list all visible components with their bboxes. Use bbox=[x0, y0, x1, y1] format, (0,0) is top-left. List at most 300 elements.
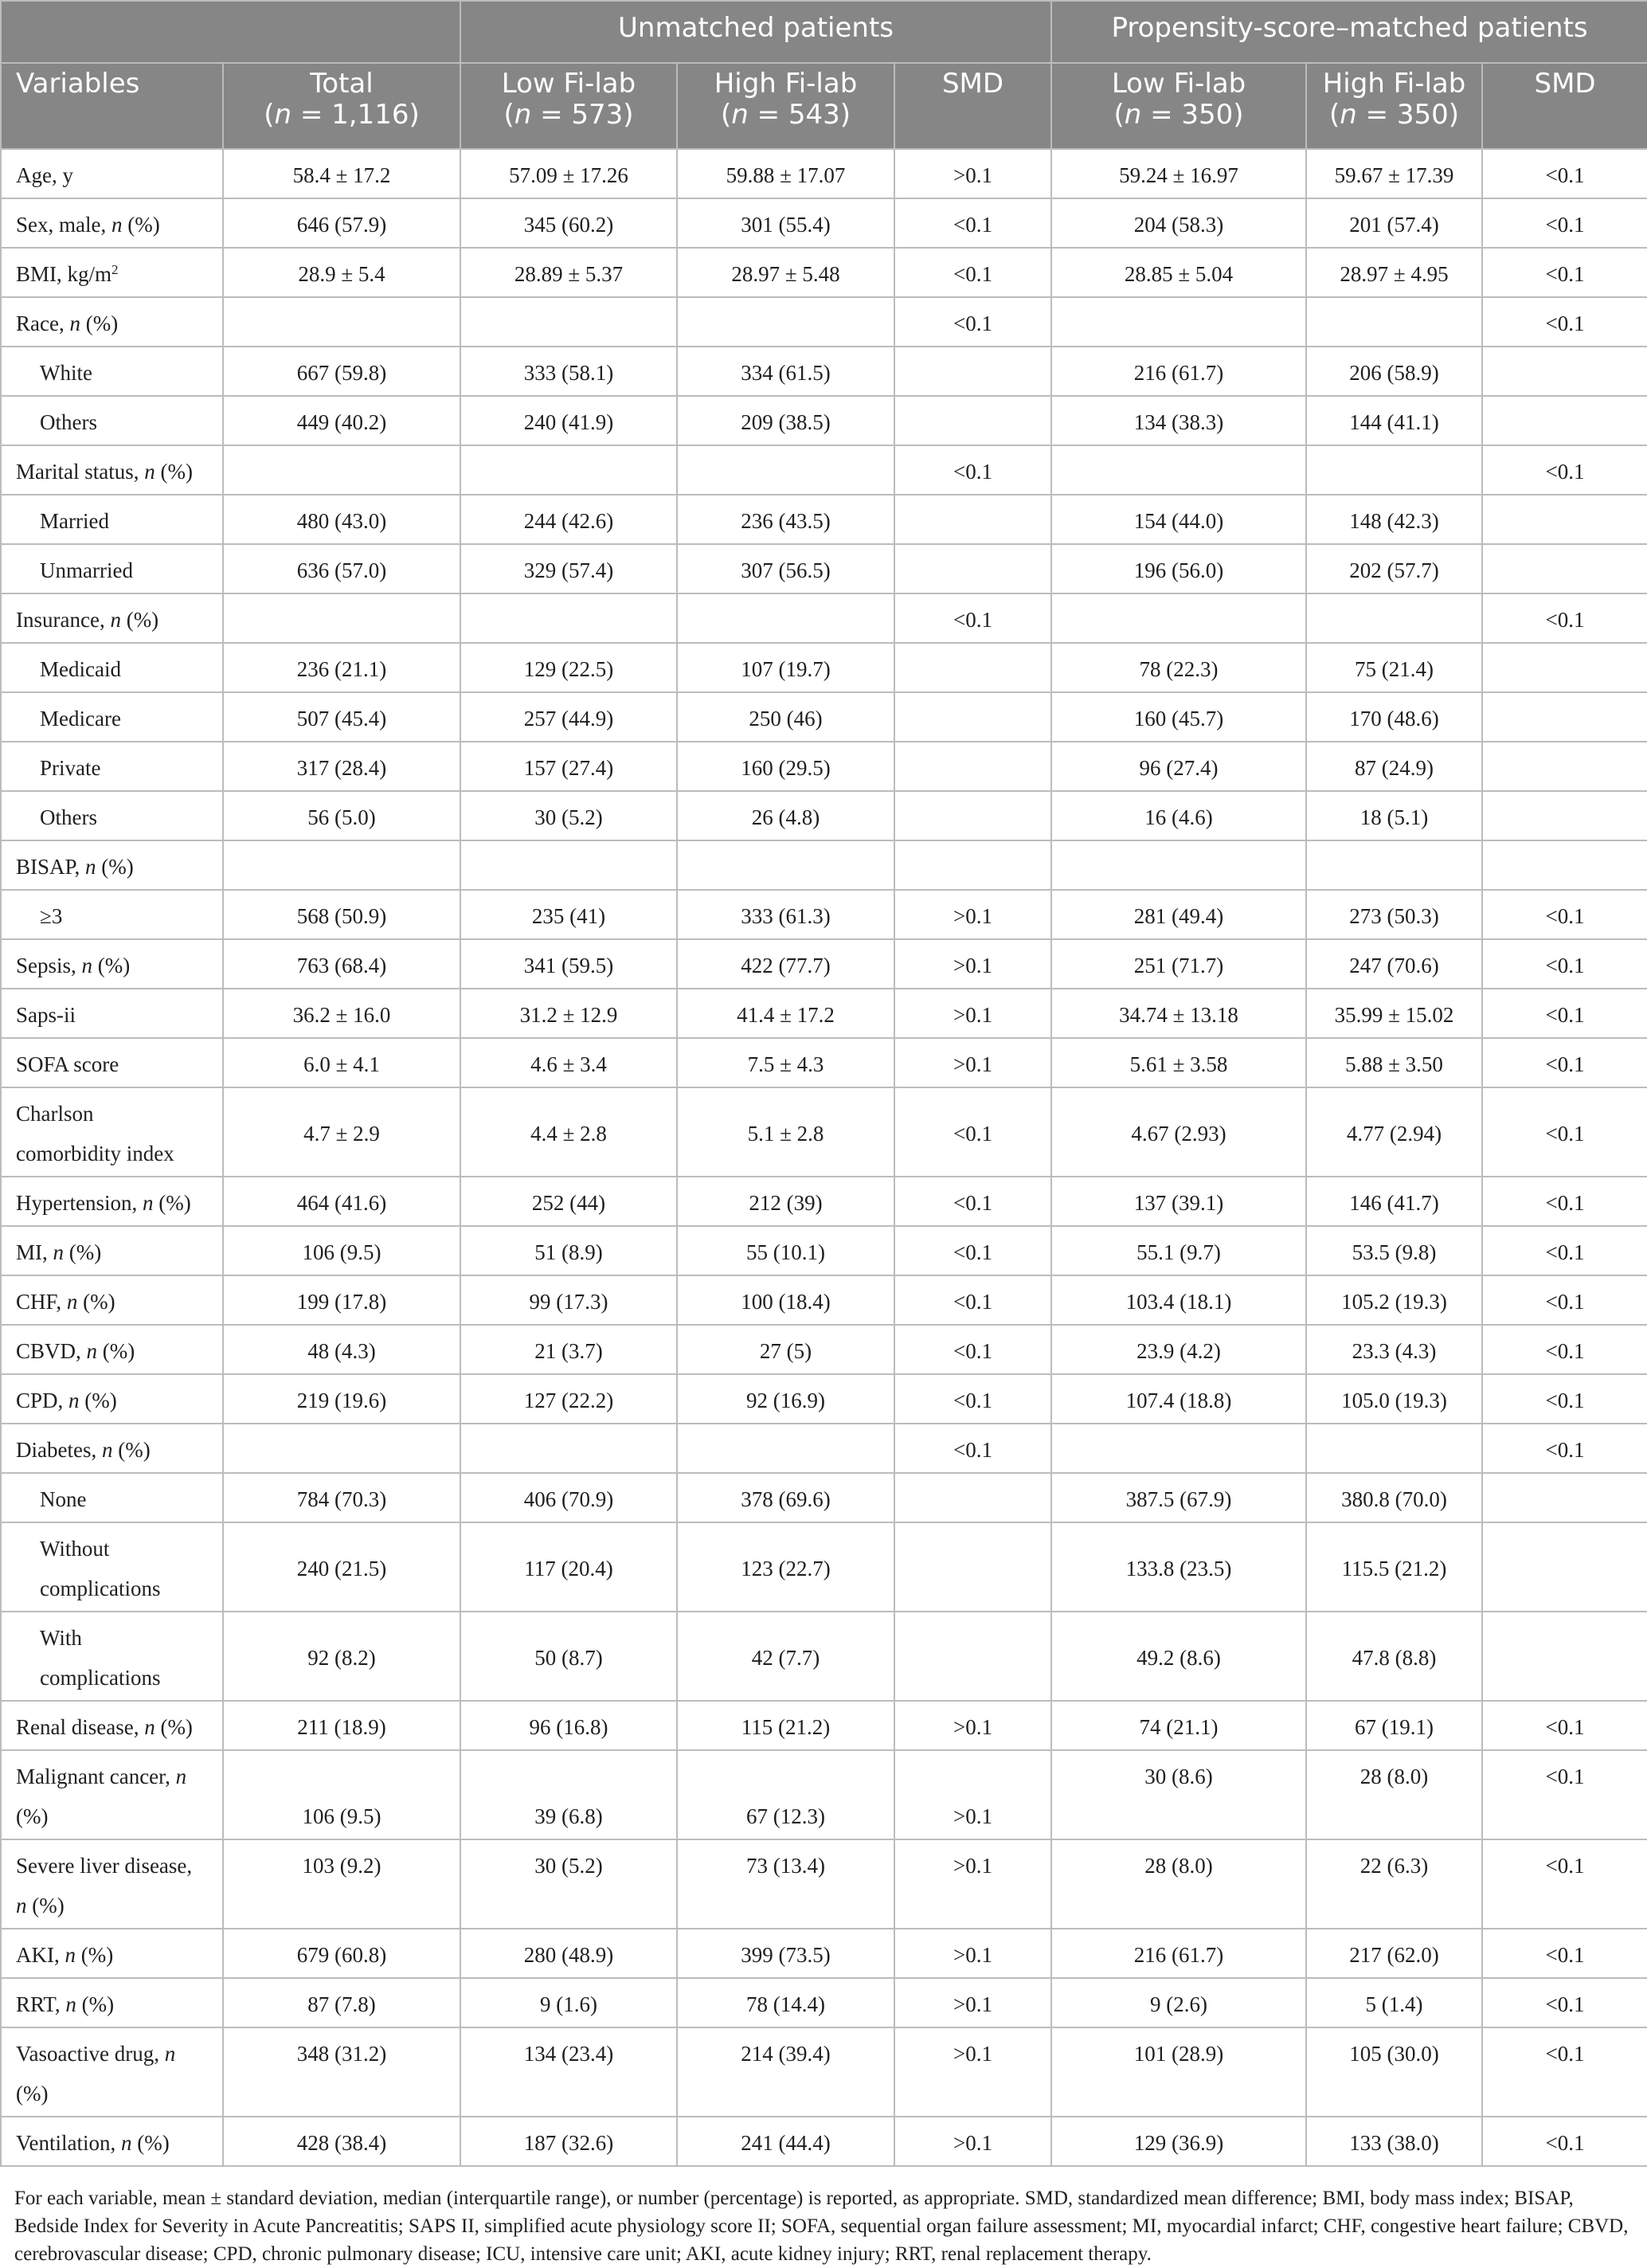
cell-smd-unmatched: >0.1 bbox=[894, 939, 1051, 989]
cell-smd-unmatched: <0.1 bbox=[894, 1325, 1051, 1374]
cell-high-matched bbox=[1306, 840, 1482, 890]
table-row bbox=[1, 248, 1647, 297]
cell-smd-unmatched bbox=[894, 1612, 1051, 1701]
variable-text: Insurance, bbox=[16, 608, 111, 632]
variable-n: n bbox=[81, 954, 93, 977]
cell-low-matched: 107.4 (18.8) bbox=[1051, 1374, 1306, 1424]
variable-text: Saps-ii bbox=[16, 1003, 76, 1027]
cell-smd-matched: <0.1 bbox=[1482, 248, 1647, 297]
cell-smd-unmatched bbox=[894, 1522, 1051, 1612]
cell-smd-unmatched: >0.1 bbox=[894, 989, 1051, 1038]
cell-high-matched: 35.99 ± 15.02 bbox=[1306, 989, 1482, 1038]
variable-text: CPD, bbox=[16, 1389, 69, 1412]
cell-low-matched: 216 (61.7) bbox=[1051, 1929, 1306, 1978]
cell-total: 679 (60.8) bbox=[223, 1929, 460, 1978]
header-group-matched: Propensity-score–matched patients bbox=[1051, 1, 1647, 63]
cell-high-matched: 22 (6.3) bbox=[1306, 1839, 1482, 1929]
cell-smd-unmatched: >0.1 bbox=[894, 2117, 1051, 2166]
variable-text: Ventilation, bbox=[16, 2131, 121, 2155]
cell-smd-unmatched: >0.1 bbox=[894, 1750, 1051, 1839]
table-row bbox=[1, 1750, 1647, 1839]
header-low-unmatched bbox=[460, 63, 677, 149]
cell-low-matched: 28.85 ± 5.04 bbox=[1051, 248, 1306, 297]
cell-high-unmatched: 333 (61.3) bbox=[677, 890, 894, 939]
cell-total: 48 (4.3) bbox=[223, 1325, 460, 1374]
variable-label bbox=[1, 198, 223, 248]
cell-low-matched: 23.9 (4.2) bbox=[1051, 1325, 1306, 1374]
cell-smd-unmatched: <0.1 bbox=[894, 1087, 1051, 1177]
table-row bbox=[1, 1325, 1647, 1374]
cell-low-unmatched: 252 (44) bbox=[460, 1177, 677, 1226]
table-row bbox=[1, 1226, 1647, 1275]
cell-total: 211 (18.9) bbox=[223, 1701, 460, 1750]
variable-label bbox=[1, 939, 223, 989]
variable-n: n bbox=[53, 1240, 64, 1264]
cell-high-unmatched bbox=[677, 445, 894, 495]
table-row bbox=[1, 1612, 1647, 1701]
cell-low-matched: 129 (36.9) bbox=[1051, 2117, 1306, 2166]
table-row bbox=[1, 1522, 1647, 1612]
table-row bbox=[1, 544, 1647, 593]
cell-high-matched: 23.3 (4.3) bbox=[1306, 1325, 1482, 1374]
header-total bbox=[223, 63, 460, 149]
variable-text: Others bbox=[40, 805, 97, 829]
variable-label bbox=[1, 1374, 223, 1424]
cell-low-matched: 28 (8.0) bbox=[1051, 1839, 1306, 1929]
cell-high-unmatched: 115 (21.2) bbox=[677, 1701, 894, 1750]
cell-low-unmatched: 329 (57.4) bbox=[460, 544, 677, 593]
header-variables: Variables bbox=[1, 63, 223, 149]
cell-total: 6.0 ± 4.1 bbox=[223, 1038, 460, 1087]
table-row bbox=[1, 2027, 1647, 2117]
cell-low-unmatched bbox=[460, 297, 677, 347]
cell-smd-unmatched bbox=[894, 495, 1051, 544]
cell-smd-unmatched bbox=[894, 791, 1051, 840]
variable-n: n bbox=[66, 1290, 78, 1314]
variable-n: n bbox=[86, 1339, 98, 1363]
header-n: n bbox=[514, 99, 532, 131]
cell-smd-unmatched: <0.1 bbox=[894, 297, 1051, 347]
variable-n: n bbox=[65, 1943, 76, 1967]
table-row bbox=[1, 939, 1647, 989]
variable-label bbox=[1, 1522, 223, 1612]
variable-label bbox=[1, 692, 223, 742]
cell-low-unmatched bbox=[460, 445, 677, 495]
cell-smd-matched: <0.1 bbox=[1482, 1177, 1647, 1226]
cell-total: 240 (21.5) bbox=[223, 1522, 460, 1612]
cell-smd-unmatched: <0.1 bbox=[894, 1374, 1051, 1424]
cell-low-unmatched: 30 (5.2) bbox=[460, 1839, 677, 1929]
variable-label bbox=[1, 1701, 223, 1750]
header-low-matched bbox=[1051, 63, 1306, 149]
cell-smd-unmatched bbox=[894, 347, 1051, 396]
cell-total: 4.7 ± 2.9 bbox=[223, 1087, 460, 1177]
variable-n: n bbox=[144, 1715, 155, 1739]
variable-suffix: (%) bbox=[97, 1339, 135, 1363]
variable-label bbox=[1, 1978, 223, 2027]
header-low-m-label: Low Fi-lab bbox=[1111, 68, 1246, 100]
header-group-unmatched: Unmatched patients bbox=[460, 1, 1051, 63]
cell-smd-matched: <0.1 bbox=[1482, 890, 1647, 939]
cell-smd-matched bbox=[1482, 396, 1647, 445]
cell-low-unmatched: 333 (58.1) bbox=[460, 347, 677, 396]
cell-high-matched: 217 (62.0) bbox=[1306, 1929, 1482, 1978]
cell-total: 92 (8.2) bbox=[223, 1612, 460, 1701]
cell-high-unmatched: 59.88 ± 17.07 bbox=[677, 149, 894, 198]
variable-label bbox=[1, 643, 223, 692]
variable-n: n bbox=[101, 1438, 113, 1462]
cell-high-matched: 133 (38.0) bbox=[1306, 2117, 1482, 2166]
variable-n: n bbox=[68, 1389, 80, 1412]
table-row bbox=[1, 1087, 1647, 1177]
cell-low-matched bbox=[1051, 1424, 1306, 1473]
variable-label bbox=[1, 1325, 223, 1374]
table-row bbox=[1, 643, 1647, 692]
variable-suffix: (%) bbox=[76, 1943, 114, 1967]
variable-text: Married bbox=[40, 509, 109, 533]
variable-label bbox=[1, 149, 223, 198]
cell-low-unmatched: 345 (60.2) bbox=[460, 198, 677, 248]
cell-low-matched bbox=[1051, 445, 1306, 495]
cell-low-unmatched: 96 (16.8) bbox=[460, 1701, 677, 1750]
variable-n: n bbox=[142, 1191, 154, 1215]
cell-high-matched: 18 (5.1) bbox=[1306, 791, 1482, 840]
header-blank bbox=[1, 1, 460, 63]
variable-label bbox=[1, 1038, 223, 1087]
cell-low-matched: 204 (58.3) bbox=[1051, 198, 1306, 248]
cell-smd-matched: <0.1 bbox=[1482, 1929, 1647, 1978]
cell-high-unmatched: 209 (38.5) bbox=[677, 396, 894, 445]
cell-high-unmatched bbox=[677, 297, 894, 347]
cell-smd-matched: <0.1 bbox=[1482, 1424, 1647, 1473]
cell-smd-matched bbox=[1482, 692, 1647, 742]
header-low-n: = 573) bbox=[531, 99, 634, 131]
variable-n: n bbox=[144, 460, 155, 484]
variable-text: ≥3 bbox=[40, 904, 63, 928]
cell-smd-matched: <0.1 bbox=[1482, 198, 1647, 248]
variable-label bbox=[1, 742, 223, 791]
variable-n: n bbox=[69, 311, 80, 335]
cell-high-unmatched: 214 (39.4) bbox=[677, 2027, 894, 2117]
cell-low-unmatched: 187 (32.6) bbox=[460, 2117, 677, 2166]
header-high-m-n: = 350) bbox=[1356, 99, 1460, 131]
cell-high-unmatched: 160 (29.5) bbox=[677, 742, 894, 791]
cell-high-unmatched: 5.1 ± 2.8 bbox=[677, 1087, 894, 1177]
variable-suffix: (%) bbox=[80, 311, 119, 335]
table-row bbox=[1, 347, 1647, 396]
variable-text-line2: (%) bbox=[26, 1894, 65, 1917]
cell-low-unmatched: 51 (8.9) bbox=[460, 1226, 677, 1275]
variable-text: Sepsis, bbox=[16, 954, 82, 977]
cell-high-matched: 87 (24.9) bbox=[1306, 742, 1482, 791]
table-row bbox=[1, 445, 1647, 495]
variable-text: Others bbox=[40, 410, 97, 434]
cell-smd-unmatched: <0.1 bbox=[894, 248, 1051, 297]
cell-low-unmatched: 127 (22.2) bbox=[460, 1374, 677, 1424]
variable-text: Private bbox=[40, 756, 101, 780]
cell-low-unmatched: 4.4 ± 2.8 bbox=[460, 1087, 677, 1177]
variable-label bbox=[1, 989, 223, 1038]
header-total-n: = 1,116) bbox=[291, 99, 420, 131]
cell-low-matched: 160 (45.7) bbox=[1051, 692, 1306, 742]
cell-smd-matched: <0.1 bbox=[1482, 1839, 1647, 1929]
cell-total bbox=[223, 445, 460, 495]
cell-low-matched: 9 (2.6) bbox=[1051, 1978, 1306, 2027]
cell-smd-matched: <0.1 bbox=[1482, 1275, 1647, 1325]
cell-total: 348 (31.2) bbox=[223, 2027, 460, 2117]
cell-low-matched: 251 (71.7) bbox=[1051, 939, 1306, 989]
cell-low-unmatched: 21 (3.7) bbox=[460, 1325, 677, 1374]
header-smd-matched: SMD bbox=[1482, 63, 1647, 149]
cell-total: 449 (40.2) bbox=[223, 396, 460, 445]
cell-smd-unmatched: >0.1 bbox=[894, 1978, 1051, 2027]
variable-text: CBVD, bbox=[16, 1339, 87, 1363]
variable-text: BMI, kg/m bbox=[16, 262, 112, 286]
cell-total: 317 (28.4) bbox=[223, 742, 460, 791]
cell-high-matched: 146 (41.7) bbox=[1306, 1177, 1482, 1226]
cell-high-unmatched: 42 (7.7) bbox=[677, 1612, 894, 1701]
variable-text-line2: complications bbox=[40, 1666, 161, 1690]
variable-label bbox=[1, 445, 223, 495]
cell-smd-matched bbox=[1482, 742, 1647, 791]
variable-label bbox=[1, 1087, 223, 1177]
cell-high-unmatched: 27 (5) bbox=[677, 1325, 894, 1374]
header-low-label: Low Fi-lab bbox=[501, 68, 636, 100]
cell-low-unmatched: 31.2 ± 12.9 bbox=[460, 989, 677, 1038]
cell-smd-matched: <0.1 bbox=[1482, 1701, 1647, 1750]
cell-high-unmatched: 26 (4.8) bbox=[677, 791, 894, 840]
cell-high-unmatched: 41.4 ± 17.2 bbox=[677, 989, 894, 1038]
variable-suffix: (%) bbox=[131, 2131, 170, 2155]
cell-total: 87 (7.8) bbox=[223, 1978, 460, 2027]
cell-smd-matched: <0.1 bbox=[1482, 1374, 1647, 1424]
cell-smd-unmatched: <0.1 bbox=[894, 445, 1051, 495]
cell-high-unmatched: 301 (55.4) bbox=[677, 198, 894, 248]
cell-smd-matched bbox=[1482, 495, 1647, 544]
header-total-label: Total bbox=[310, 68, 374, 100]
header-n: n bbox=[731, 99, 749, 131]
cell-low-matched: 137 (39.1) bbox=[1051, 1177, 1306, 1226]
variable-text-line2: complications bbox=[40, 1577, 161, 1600]
variable-text-line2: (%) bbox=[16, 1804, 49, 1828]
variable-label bbox=[1, 840, 223, 890]
cell-smd-matched: <0.1 bbox=[1482, 1038, 1647, 1087]
cell-high-matched: 206 (58.9) bbox=[1306, 347, 1482, 396]
variable-text: Renal disease, bbox=[16, 1715, 145, 1739]
cell-high-unmatched: 107 (19.7) bbox=[677, 643, 894, 692]
cell-total: 56 (5.0) bbox=[223, 791, 460, 840]
cell-smd-unmatched: >0.1 bbox=[894, 1929, 1051, 1978]
cell-smd-matched bbox=[1482, 1522, 1647, 1612]
table-row bbox=[1, 692, 1647, 742]
header-smd-unmatched: SMD bbox=[894, 63, 1051, 149]
variable-label bbox=[1, 1177, 223, 1226]
table-row bbox=[1, 593, 1647, 643]
cell-total: 28.9 ± 5.4 bbox=[223, 248, 460, 297]
variable-n: n bbox=[164, 2042, 176, 2066]
cell-high-matched: 5.88 ± 3.50 bbox=[1306, 1038, 1482, 1087]
table-row bbox=[1, 1473, 1647, 1522]
table-row bbox=[1, 1374, 1647, 1424]
cell-high-unmatched: 73 (13.4) bbox=[677, 1839, 894, 1929]
cell-smd-matched bbox=[1482, 544, 1647, 593]
table-row bbox=[1, 1929, 1647, 1978]
variable-suffix: (%) bbox=[76, 1992, 115, 2016]
cell-high-unmatched: 28.97 ± 5.48 bbox=[677, 248, 894, 297]
variable-text: Without bbox=[40, 1537, 110, 1561]
table-footnote: For each variable, mean ± standard deviation, median (interquartile range), or number (percentage) is reported, as appropriate. SMD, standardized mean difference; BMI, body mass index; BISAP, Bedside Index for Severity in Acute Pancreatitis; SAPS II, simplified acute physiology score II; SOFA, sequential organ failure assessment; MI, myocardial infarct; CHF, congestive heart failure; CBVD, cerebrovascular disease; CPD, chronic pulmonary disease; ICU, intensive care unit; AKI, acute kidney injury; RRT, renal replacement therapy. bbox=[14, 2188, 1629, 2265]
cell-total: 784 (70.3) bbox=[223, 1473, 460, 1522]
cell-high-unmatched: 78 (14.4) bbox=[677, 1978, 894, 2027]
cell-smd-unmatched bbox=[894, 840, 1051, 890]
cell-low-unmatched: 117 (20.4) bbox=[460, 1522, 677, 1612]
cell-total: 568 (50.9) bbox=[223, 890, 460, 939]
variable-label bbox=[1, 1226, 223, 1275]
cell-high-unmatched: 7.5 ± 4.3 bbox=[677, 1038, 894, 1087]
table-body bbox=[1, 149, 1647, 2166]
cell-total: 199 (17.8) bbox=[223, 1275, 460, 1325]
table-row bbox=[1, 198, 1647, 248]
cell-smd-matched bbox=[1482, 643, 1647, 692]
variable-suffix: (%) bbox=[64, 1240, 102, 1264]
cell-low-matched bbox=[1051, 593, 1306, 643]
cell-low-matched: 16 (4.6) bbox=[1051, 791, 1306, 840]
cell-total: 636 (57.0) bbox=[223, 544, 460, 593]
cell-low-matched: 5.61 ± 3.58 bbox=[1051, 1038, 1306, 1087]
variable-label bbox=[1, 297, 223, 347]
variable-label bbox=[1, 1929, 223, 1978]
cell-smd-matched: <0.1 bbox=[1482, 297, 1647, 347]
variable-text-line2: (%) bbox=[16, 2082, 49, 2105]
variable-text-line2: comorbidity index bbox=[16, 1142, 174, 1165]
cell-smd-matched: <0.1 bbox=[1482, 1978, 1647, 2027]
cell-low-unmatched: 57.09 ± 17.26 bbox=[460, 149, 677, 198]
cell-low-matched: 281 (49.4) bbox=[1051, 890, 1306, 939]
cell-low-matched: 101 (28.9) bbox=[1051, 2027, 1306, 2117]
cell-total: 480 (43.0) bbox=[223, 495, 460, 544]
cell-low-unmatched: 9 (1.6) bbox=[460, 1978, 677, 2027]
cell-high-unmatched: 241 (44.4) bbox=[677, 2117, 894, 2166]
cell-low-unmatched: 244 (42.6) bbox=[460, 495, 677, 544]
cell-total: 36.2 ± 16.0 bbox=[223, 989, 460, 1038]
variable-text: SOFA score bbox=[16, 1052, 119, 1076]
variable-suffix: (%) bbox=[122, 213, 160, 237]
cell-low-matched: 59.24 ± 16.97 bbox=[1051, 149, 1306, 198]
variable-label bbox=[1, 1750, 223, 1839]
variable-text: AKI, bbox=[16, 1943, 65, 1967]
cell-low-matched: 154 (44.0) bbox=[1051, 495, 1306, 544]
cell-low-unmatched: 280 (48.9) bbox=[460, 1929, 677, 1978]
cell-total bbox=[223, 840, 460, 890]
variable-label bbox=[1, 248, 223, 297]
cell-smd-unmatched: <0.1 bbox=[894, 1226, 1051, 1275]
cell-smd-unmatched: >0.1 bbox=[894, 890, 1051, 939]
cell-smd-matched bbox=[1482, 791, 1647, 840]
cell-total: 58.4 ± 17.2 bbox=[223, 149, 460, 198]
cell-smd-unmatched: >0.1 bbox=[894, 1701, 1051, 1750]
cell-low-matched: 134 (38.3) bbox=[1051, 396, 1306, 445]
cell-low-matched: 34.74 ± 13.18 bbox=[1051, 989, 1306, 1038]
cell-high-matched: 28.97 ± 4.95 bbox=[1306, 248, 1482, 297]
variable-n: n bbox=[85, 855, 96, 879]
cell-smd-matched: <0.1 bbox=[1482, 445, 1647, 495]
variable-text: Medicare bbox=[40, 707, 121, 731]
header-paren: ( bbox=[1328, 99, 1340, 131]
cell-low-unmatched: 134 (23.4) bbox=[460, 2027, 677, 2117]
cell-high-unmatched: 334 (61.5) bbox=[677, 347, 894, 396]
cell-high-matched: 105.0 (19.3) bbox=[1306, 1374, 1482, 1424]
cell-smd-unmatched bbox=[894, 396, 1051, 445]
variable-label bbox=[1, 495, 223, 544]
variable-suffix: (%) bbox=[155, 460, 193, 484]
cell-low-matched: 196 (56.0) bbox=[1051, 544, 1306, 593]
cell-low-matched: 30 (8.6) bbox=[1051, 1750, 1306, 1839]
header-n: n bbox=[1340, 99, 1357, 131]
variable-text: Charlson bbox=[16, 1102, 94, 1126]
variable-text: White bbox=[40, 361, 92, 385]
cell-high-matched: 202 (57.7) bbox=[1306, 544, 1482, 593]
variable-label bbox=[1, 347, 223, 396]
variable-label bbox=[1, 1275, 223, 1325]
variable-suffix: (%) bbox=[153, 1191, 191, 1215]
cell-total bbox=[223, 297, 460, 347]
cell-low-matched: 133.8 (23.5) bbox=[1051, 1522, 1306, 1612]
cell-high-unmatched bbox=[677, 1424, 894, 1473]
cell-smd-matched bbox=[1482, 347, 1647, 396]
cell-smd-matched: <0.1 bbox=[1482, 1087, 1647, 1177]
cell-smd-matched bbox=[1482, 1473, 1647, 1522]
cell-low-matched: 96 (27.4) bbox=[1051, 742, 1306, 791]
variable-text: MI, bbox=[16, 1240, 53, 1264]
cell-smd-unmatched bbox=[894, 544, 1051, 593]
cell-high-unmatched bbox=[677, 593, 894, 643]
cell-smd-unmatched: <0.1 bbox=[894, 1177, 1051, 1226]
variable-text: Medicaid bbox=[40, 657, 121, 681]
cell-low-unmatched: 4.6 ± 3.4 bbox=[460, 1038, 677, 1087]
cell-low-matched: 49.2 (8.6) bbox=[1051, 1612, 1306, 1701]
cell-smd-matched: <0.1 bbox=[1482, 593, 1647, 643]
cell-total: 106 (9.5) bbox=[223, 1226, 460, 1275]
variable-label bbox=[1, 791, 223, 840]
header-high-n: = 543) bbox=[748, 99, 851, 131]
header-paren: ( bbox=[264, 99, 275, 131]
cell-high-matched: 144 (41.1) bbox=[1306, 396, 1482, 445]
variable-text: Malignant cancer, bbox=[16, 1765, 176, 1788]
cell-high-matched bbox=[1306, 297, 1482, 347]
variable-text: RRT, bbox=[16, 1992, 66, 2016]
table-row bbox=[1, 495, 1647, 544]
cell-total: 667 (59.8) bbox=[223, 347, 460, 396]
cell-low-unmatched: 240 (41.9) bbox=[460, 396, 677, 445]
cell-high-matched bbox=[1306, 1424, 1482, 1473]
cell-smd-unmatched: >0.1 bbox=[894, 1839, 1051, 1929]
cell-total: 236 (21.1) bbox=[223, 643, 460, 692]
cell-smd-matched bbox=[1482, 840, 1647, 890]
cell-low-unmatched bbox=[460, 1424, 677, 1473]
cell-high-unmatched: 55 (10.1) bbox=[677, 1226, 894, 1275]
cell-smd-unmatched: <0.1 bbox=[894, 1424, 1051, 1473]
cell-high-matched: 380.8 (70.0) bbox=[1306, 1473, 1482, 1522]
cell-smd-unmatched: >0.1 bbox=[894, 1038, 1051, 1087]
cell-total: 219 (19.6) bbox=[223, 1374, 460, 1424]
cell-smd-unmatched: >0.1 bbox=[894, 2027, 1051, 2117]
variable-text: Vasoactive drug, bbox=[16, 2042, 165, 2066]
cell-low-matched: 74 (21.1) bbox=[1051, 1701, 1306, 1750]
cell-smd-matched bbox=[1482, 1612, 1647, 1701]
table-row bbox=[1, 149, 1647, 198]
cell-high-matched: 53.5 (9.8) bbox=[1306, 1226, 1482, 1275]
cell-low-unmatched: 257 (44.9) bbox=[460, 692, 677, 742]
